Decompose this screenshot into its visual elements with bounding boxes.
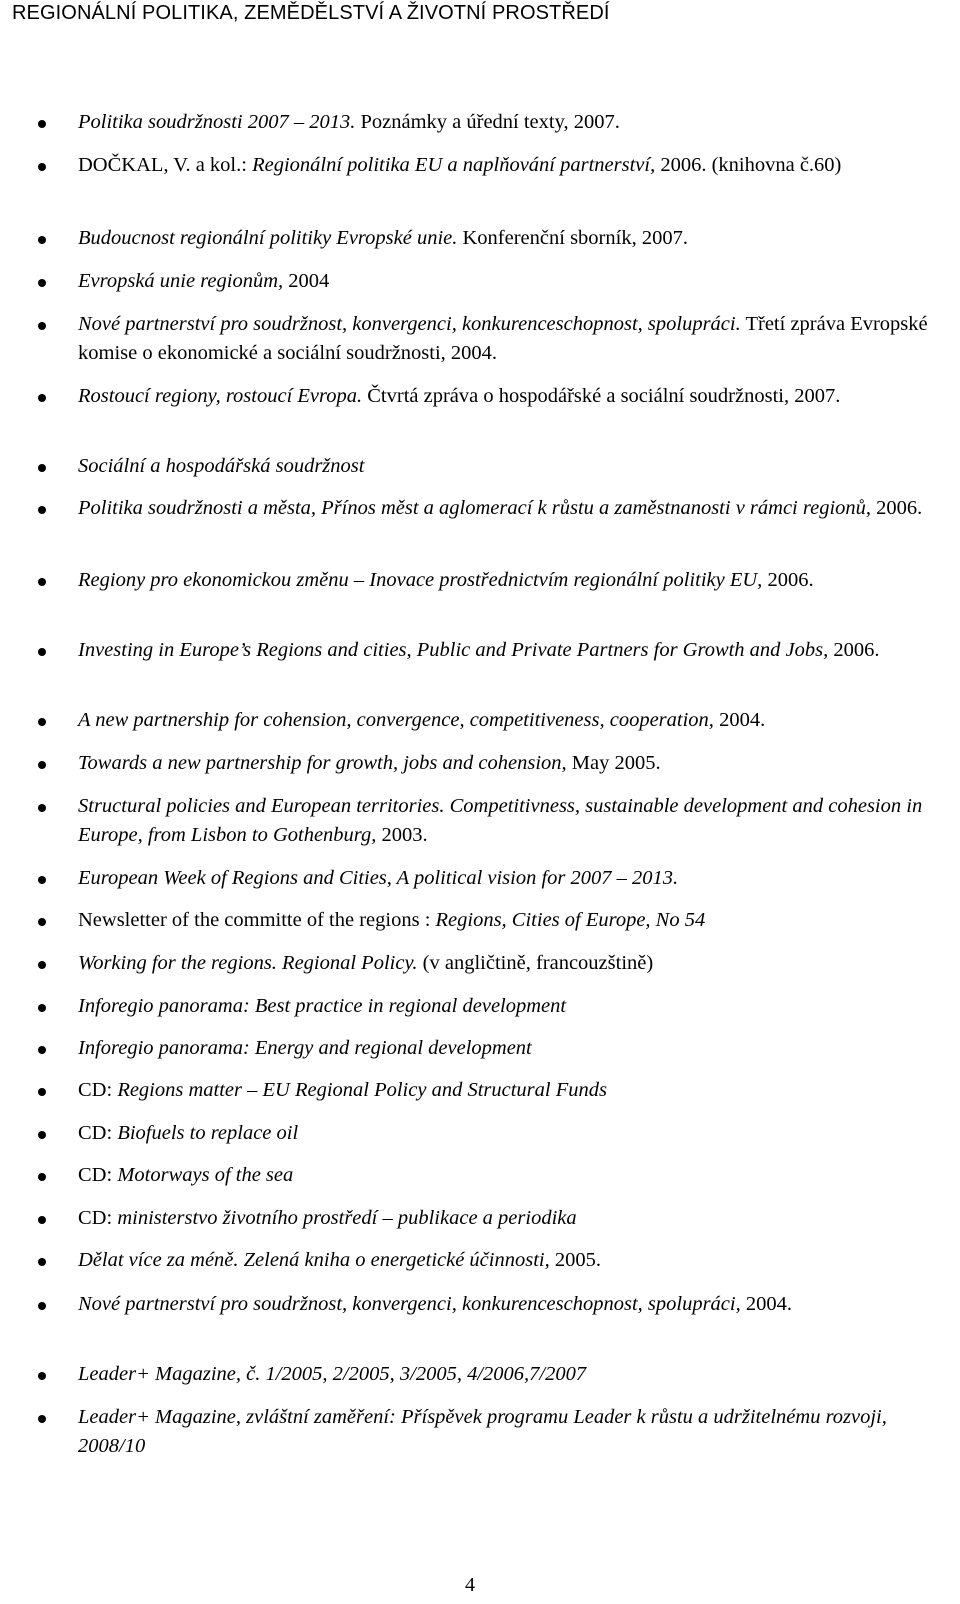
list-item: [78, 452, 958, 481]
entry-title-text: Regions matter – EU Regional Policy and Structural Funds: [117, 1079, 607, 1101]
entry-title-text: A new partnership for cohension, convergence, competitiveness, cooperation,: [78, 709, 714, 731]
list-item: [78, 382, 958, 411]
list-item: [78, 949, 958, 978]
entry-title-text: Dělat více za méně. Zelená kniha o energetické účinnosti,: [78, 1249, 550, 1271]
list-item: [78, 1403, 958, 1461]
list-item: [78, 1034, 958, 1063]
bullet-icon: [38, 322, 46, 330]
list-item: [78, 906, 958, 935]
entry-text: 2004.: [740, 1293, 792, 1315]
bullet-icon: [38, 1131, 46, 1139]
list-item: [78, 566, 958, 595]
entry-title-text: European Week of Regions and Cities, A political vision for 2007 – 2013.: [78, 867, 679, 889]
entry-title-text: Towards a new partnership for growth, jobs and cohension,: [78, 752, 567, 774]
list-item: [78, 224, 958, 253]
entry-text: Poznámky a úřední texty, 2007.: [355, 111, 620, 133]
bullet-icon: [38, 718, 46, 726]
entry-text: Čtvrtá zpráva o hospodářské a sociální soudržnosti, 2007.: [362, 385, 841, 407]
list-item: [78, 992, 958, 1021]
bullet-icon: [38, 1004, 46, 1012]
list-item: [78, 1290, 958, 1319]
list-item: [78, 1360, 958, 1389]
entry-title-text: Motorways of the sea: [117, 1164, 294, 1186]
entry-title-text: Leader+ Magazine, zvláštní zaměření: Příspěvek programu Leader k růstu a udržitelnému rozvoji, 2008/10: [78, 1406, 887, 1457]
bullet-icon: [38, 876, 46, 884]
entry-text: 2006.: [871, 497, 923, 519]
entry-title-text: Biofuels to replace oil: [117, 1122, 299, 1144]
entry-text: May 2005.: [566, 752, 661, 774]
entry-title-text: Structural policies and European territories. Competitivness, sustainable development and cohesion in Europe, from Lisbon to Gothenburg,: [78, 795, 923, 846]
bullet-icon: [38, 1088, 46, 1096]
list-item: [78, 1246, 958, 1275]
entry-text: CD:: [78, 1164, 118, 1186]
list-item: [78, 792, 958, 850]
entry-title-text: Leader+ Magazine, č. 1/2005, 2/2005, 3/2005, 4/2006,7/2007: [78, 1363, 587, 1385]
entry-title-text: ministerstvo životního prostředí – publikace a periodika: [117, 1207, 577, 1229]
entry-text: CD:: [78, 1122, 118, 1144]
bullet-icon: [38, 1216, 46, 1224]
entry-text: CD:: [78, 1207, 118, 1229]
bullet-icon: [38, 163, 46, 171]
entry-text: CD:: [78, 1079, 118, 1101]
entry-text: Newsletter of the committe of the regions :: [78, 909, 436, 931]
list-item: [78, 108, 958, 137]
list-item: [78, 706, 958, 735]
page-number: 4: [465, 1574, 475, 1596]
list-item: [78, 267, 958, 296]
entry-title-text: Politika soudržnosti 2007 – 2013.: [78, 111, 356, 133]
entry-title-text: Budoucnost regionální politiky Evropské unie.: [78, 227, 458, 249]
bullet-icon: [38, 918, 46, 926]
entry-text: Konferenční sborník, 2007.: [457, 227, 688, 249]
entry-text: 2005.: [549, 1249, 601, 1271]
list-item: [78, 1119, 958, 1148]
list-item: [78, 151, 958, 180]
list-item: [78, 749, 958, 778]
list-item: [78, 494, 958, 523]
bullet-icon: [38, 648, 46, 656]
list-item: [78, 310, 958, 368]
list-item: [78, 1161, 958, 1190]
bullet-icon: [38, 961, 46, 969]
entry-title-text: Regionální politika EU a naplňování partnerství,: [252, 154, 656, 176]
bullet-icon: [38, 120, 46, 128]
entry-text: 2006.: [762, 569, 814, 591]
page-header: REGIONÁLNÍ POLITIKA, ZEMĚDĚLSTVÍ A ŽIVOTNÍ PROSTŘEDÍ: [12, 2, 610, 24]
list-item: [78, 864, 958, 893]
entry-text: 2003.: [376, 824, 428, 846]
entry-title-text: Politika soudržnosti a města, Přínos měst a aglomerací k růstu a zaměstnanosti v rámci regionů,: [78, 497, 872, 519]
entry-text: 2006. (knihovna č.60): [655, 154, 842, 176]
entry-text: 2004: [283, 270, 330, 292]
entry-title-text: Nové partnerství pro soudržnost, konvergenci, konkurenceschopnost, spolupráci,: [78, 1293, 741, 1315]
bullet-icon: [38, 578, 46, 586]
bullet-icon: [38, 1258, 46, 1266]
bullet-icon: [38, 804, 46, 812]
bullet-icon: [38, 464, 46, 472]
bullet-icon: [38, 1372, 46, 1380]
entry-title-text: Nové partnerství pro soudržnost, konvergenci, konkurenceschopnost, spolupráci.: [78, 313, 741, 335]
entry-title-text: Working for the regions. Regional Policy.: [78, 952, 418, 974]
bullet-icon: [38, 1046, 46, 1054]
list-item: [78, 1204, 958, 1233]
bullet-icon: [38, 279, 46, 287]
entry-title-text: Inforegio panorama: Best practice in regional development: [78, 995, 567, 1017]
entry-text: DOČKAL, V. a kol.:: [78, 154, 253, 176]
bullet-icon: [38, 506, 46, 514]
entry-title-text: Rostoucí regiony, rostoucí Evropa.: [78, 385, 363, 407]
list-item: [78, 636, 958, 665]
entry-title-text: Sociální a hospodářská soudržnost: [78, 455, 365, 477]
bullet-icon: [38, 394, 46, 402]
entry-text: (v angličtině, francouzštině): [417, 952, 654, 974]
bullet-icon: [38, 236, 46, 244]
bullet-icon: [38, 1415, 46, 1423]
entry-title-text: Evropská unie regionům,: [78, 270, 284, 292]
entry-title-text: Regiony pro ekonomickou změnu – Inovace prostřednictvím regionální politiky EU,: [78, 569, 763, 591]
entry-title-text: Regions, Cities of Europe, No 54: [435, 909, 706, 931]
list-item: [78, 1076, 958, 1105]
entry-title-text: Investing in Europe’s Regions and cities, Public and Private Partners for Growth and Jobs,: [78, 639, 829, 661]
bullet-icon: [38, 1173, 46, 1181]
entry-text: 2006.: [828, 639, 880, 661]
entry-text: 2004.: [713, 709, 766, 731]
bullet-icon: [38, 761, 46, 769]
entry-title-text: Inforegio panorama: Energy and regional development: [78, 1037, 532, 1059]
entry-text: Třetí zpráva Evropské komise o ekonomické a sociální soudržnosti, 2004.: [78, 313, 928, 364]
bullet-icon: [38, 1302, 46, 1310]
